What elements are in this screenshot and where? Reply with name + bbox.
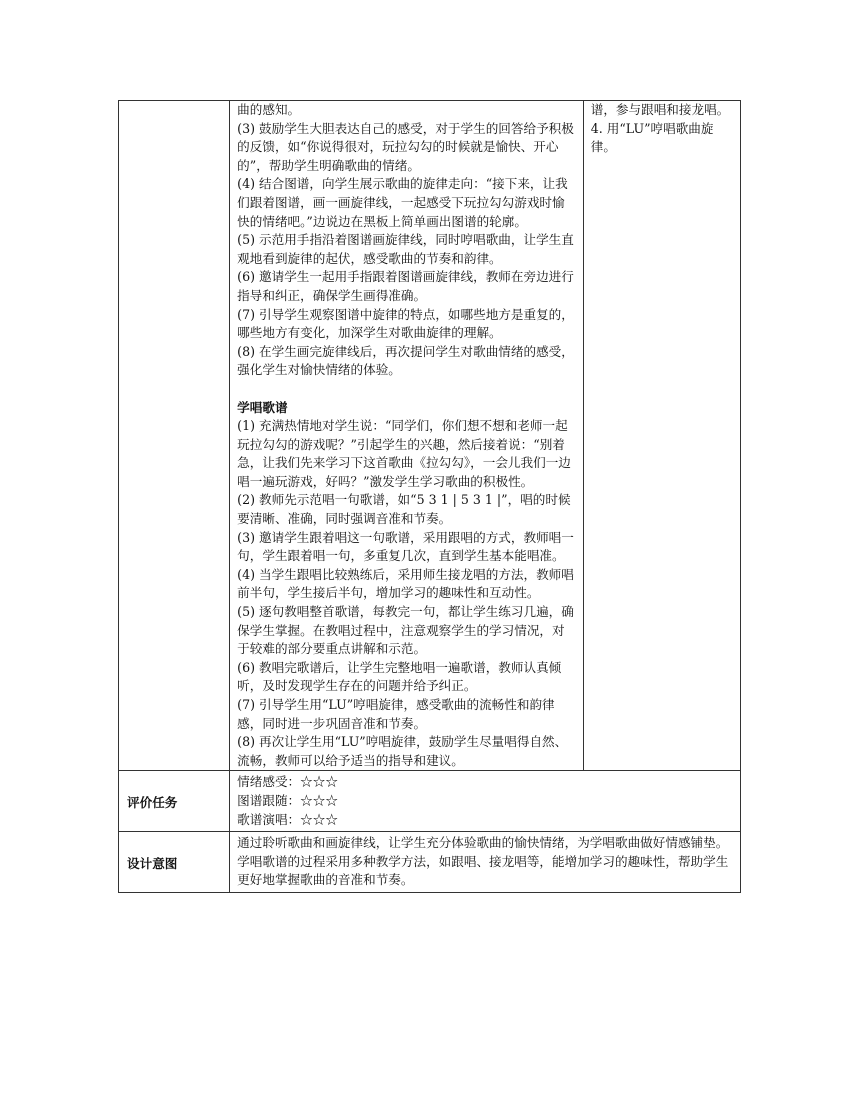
section-title: 学唱歌谱: [237, 399, 288, 415]
design-intent-label: 设计意图: [119, 832, 230, 893]
teacher-step: (4) 当学生跟唱比较熟练后，采用师生接龙唱的方法，教师唱前半句，学生接后半句，增加学习的趣味性和互动性。: [237, 566, 574, 601]
teacher-step: (6) 邀请学生一起用手指跟着图谱画旋律线，教师在旁边进行指导和纠正，确保学生画得准确。: [237, 269, 574, 303]
teacher-step: (7) 引导学生用“LU”哼唱旋律，感受歌曲的流畅性和韵律感，同时进一步巩固音准和节奏。: [237, 697, 555, 731]
student-activity-cell: [583, 101, 740, 771]
teacher-step: (3) 邀请学生跟着唱这一句歌谱，采用跟唱的方式，教师唱一句，学生跟着唱一句，多重复几次，直到学生基本能唱准。: [237, 529, 574, 564]
design-intent-row: [119, 832, 741, 893]
teacher-step: (7) 引导学生观察图谱中旋律的特点，如哪些地方是重复的，哪些地方有变化，加深学生对歌曲旋律的理解。: [237, 306, 574, 341]
evaluation-content-cell: [230, 771, 741, 832]
evaluation-label: 评价任务: [119, 771, 230, 832]
design-intent-text: 通过聆听歌曲和画旋律线，让学生充分体验歌曲的愉快情绪，为学唱歌曲做好情感铺垫。学唱歌谱的过程采用多种教学方法，如跟唱、接龙唱等，能增加学习的趣味性，帮助学生更好地掌握歌曲的音准和节奏。: [237, 835, 729, 888]
teacher-step: (6) 教唱完歌谱后，让学生完整地唱一遍歌谱，教师认真倾听，及时发现学生存在的问题并给予纠正。: [237, 659, 562, 694]
activity-row: [119, 101, 741, 771]
teacher-step: (5) 逐句教唱整首歌谱，每教完一句，都让学生练习几遍，确保学生掌握。在教唱过程中，注意观察学生的学习情况，对于较难的部分要重点讲解和示范。: [237, 604, 574, 657]
teacher-step: (5) 示范用手指沿着图谱画旋律线，同时哼唱歌曲，让学生直观地看到旋律的起伏，感受歌曲的节奏和韵律。: [237, 232, 574, 266]
teacher-step: (1) 充满热情地对学生说：“同学们，你们想不想和老师一起玩拉勾勾的游戏呢？”引起学生的兴趣，然后接着说：“别着急，让我们先来学习下这首歌曲《拉勾勾》，一会儿我们一边唱一遍玩游戏，好吗？”激发学生学习歌曲的积极性。: [237, 418, 571, 489]
activity-label-cell: [119, 101, 230, 771]
teacher-step: (2) 教师先示范唱一句歌谱，如“5 3 1 | 5 3 1 |”，唱的时候要清晰、准确，同时强调音准和节奏。: [237, 492, 571, 527]
teacher-step: (8) 再次让学生用“LU”哼唱旋律，鼓励学生尽量唱得自然、流畅，教师可以给予适当的指导和建议。: [237, 734, 568, 768]
teacher-activity-cell: [230, 101, 584, 771]
student-step: 4. 用“LU”哼唱歌曲旋律。: [590, 120, 714, 155]
student-step: 谱，参与跟唱和接龙唱。: [590, 102, 730, 117]
evaluation-row: [119, 771, 741, 832]
design-intent-content-cell: [230, 832, 741, 893]
teacher-step: (8) 在学生画完旋律线后，再次提问学生对歌曲情绪的感受，强化学生对愉快情绪的体验。: [237, 343, 574, 378]
evaluation-line: 情绪感受：☆☆☆: [237, 774, 338, 790]
evaluation-line: 图谱跟随：☆☆☆: [237, 792, 338, 808]
teacher-step: (4) 结合图谱，向学生展示歌曲的旋律走向：“接下来，让我们跟着图谱，画一画旋律线，一起感受下玩拉勾勾游戏时愉快的情绪吧。”边说边在黑板上简单画出图谱的轮廓。: [237, 176, 568, 229]
teacher-step: (3) 鼓励学生大胆表达自己的感受，对于学生的回答给予积极的反馈，如“你说得很对，玩拉勾勾的时候就是愉快、开心的”，帮助学生明确歌曲的情绪。: [237, 120, 574, 173]
teacher-step: 曲的感知。: [237, 102, 301, 117]
evaluation-line: 歌谱演唱：☆☆☆: [237, 811, 338, 827]
lesson-plan-table: [118, 100, 741, 893]
